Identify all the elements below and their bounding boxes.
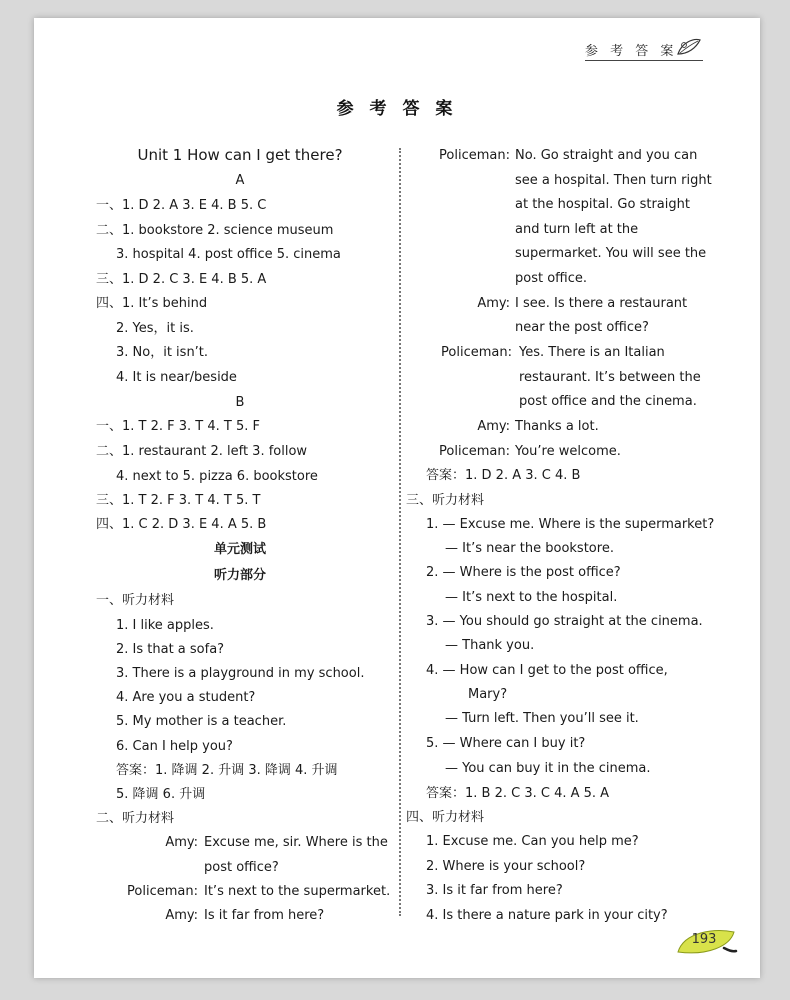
- answer-line: 答案：1. 降调 2. 升调 3. 降调 4. 升调: [116, 763, 338, 778]
- listening-line: 1. I like apples.: [116, 618, 214, 633]
- listening-section-heading: 三、听力材料: [406, 493, 485, 508]
- listening-line: 4. — How can I get to the post office,: [426, 663, 668, 678]
- dialogue-line: Yes. There is an Italian: [519, 345, 665, 360]
- listening-section-heading: 一、听力材料: [96, 593, 175, 608]
- listening-line: 5. — Where can I buy it?: [426, 736, 586, 751]
- dialogue-line: No. Go straight and you can: [515, 148, 698, 163]
- listening-part-heading: 听力部分: [213, 568, 266, 583]
- dialogue-line: see a hospital. Then turn right: [515, 173, 712, 188]
- listening-section-heading: 四、听力材料: [406, 810, 485, 825]
- dialogue-line: post office.: [515, 271, 588, 286]
- answer-line: 答案：1. D 2. A 3. C 4. B: [426, 468, 581, 483]
- listening-line: — You can buy it in the cinema.: [445, 761, 651, 776]
- column-divider: [399, 148, 401, 916]
- speaker-label: Policeman:: [441, 345, 512, 360]
- page-title: 参 考 答 案: [336, 99, 458, 119]
- section-heading-a: A: [235, 173, 245, 188]
- listening-line: 2. — Where is the post office?: [426, 565, 621, 580]
- book-page: [34, 18, 760, 978]
- dialogue-line: post office and the cinema.: [519, 394, 697, 409]
- listening-line: — It’s near the bookstore.: [445, 541, 614, 556]
- listening-line: Mary?: [468, 687, 508, 702]
- answer-line: 3. No，it isn’t.: [116, 345, 209, 360]
- dialogue-line: You’re welcome.: [515, 444, 621, 459]
- listening-line: 2. Where is your school?: [426, 859, 586, 874]
- dialogue-line: at the hospital. Go straight: [515, 197, 690, 212]
- answer-line: 4. next to 5. pizza 6. bookstore: [116, 469, 318, 484]
- listening-line: 6. Can I help you?: [116, 739, 233, 754]
- speaker-label: Amy:: [165, 908, 198, 923]
- speaker-label: Policeman:: [127, 884, 198, 899]
- answer-line: 2. Yes，it is.: [116, 321, 194, 336]
- listening-line: 3. — You should go straight at the cinema.: [426, 614, 703, 629]
- listening-line: 5. My mother is a teacher.: [116, 714, 287, 729]
- speaker-label: Amy:: [477, 296, 510, 311]
- dialogue-line: It’s next to the supermarket.: [204, 884, 391, 899]
- speaker-label: Policeman:: [439, 148, 510, 163]
- answer-line: 四、1. It’s behind: [96, 296, 208, 311]
- listening-line: — It’s next to the hospital.: [445, 590, 618, 605]
- listening-line: 2. Is that a sofa?: [116, 642, 225, 657]
- listening-line: 4. Is there a nature park in your city?: [426, 908, 668, 923]
- answer-line: 4. It is near/beside: [116, 370, 237, 385]
- listening-line: 3. There is a playground in my school.: [116, 666, 365, 681]
- speaker-label: Amy:: [477, 419, 510, 434]
- listening-line: 3. Is it far from here?: [426, 883, 563, 898]
- dialogue-line: Is it far from here?: [204, 908, 325, 923]
- listening-line: 4. Are you a student?: [116, 690, 256, 705]
- speaker-label: Policeman:: [439, 444, 510, 459]
- listening-line: — Thank you.: [445, 638, 535, 653]
- listening-line: 1. — Excuse me. Where is the supermarket?: [426, 517, 715, 532]
- answer-line: 二、1. restaurant 2. left 3. follow: [96, 444, 308, 459]
- header-underline: [585, 60, 703, 61]
- dialogue-line: Excuse me, sir. Where is the: [204, 835, 388, 850]
- answer-line: 三、1. T 2. F 3. T 4. T 5. T: [96, 493, 261, 508]
- dialogue-line: and turn left at the: [515, 222, 639, 237]
- section-heading-b: B: [235, 395, 245, 410]
- answer-line: 5. 降调 6. 升调: [116, 787, 206, 802]
- leaf-ornament-icon: [676, 36, 702, 58]
- listening-line: — Turn left. Then you’ll see it.: [445, 711, 639, 726]
- answer-line: 一、1. T 2. F 3. T 4. T 5. F: [96, 419, 260, 434]
- dialogue-line: near the post office?: [515, 320, 649, 335]
- dialogue-line: restaurant. It’s between the: [519, 370, 701, 385]
- dialogue-line: I see. Is there a restaurant: [515, 296, 688, 311]
- listening-section-heading: 二、听力材料: [96, 811, 175, 826]
- listening-line: 1. Excuse me. Can you help me?: [426, 834, 639, 849]
- answer-line: 3. hospital 4. post office 5. cinema: [116, 247, 341, 262]
- unit-title: Unit 1 How can I get there?: [137, 146, 343, 164]
- answer-line: 二、1. bookstore 2. science museum: [96, 223, 334, 238]
- dialogue-line: Thanks a lot.: [515, 419, 599, 434]
- header-tag: 参 考 答 案: [585, 44, 678, 59]
- answer-line: 四、1. C 2. D 3. E 4. A 5. B: [96, 517, 267, 532]
- dialogue-line: supermarket. You will see the: [515, 246, 707, 261]
- speaker-label: Amy:: [165, 835, 198, 850]
- answer-line: 三、1. D 2. C 3. E 4. B 5. A: [96, 272, 267, 287]
- page-number: 193: [691, 932, 717, 947]
- answer-line: 一、1. D 2. A 3. E 4. B 5. C: [96, 198, 267, 213]
- dialogue-line: post office?: [204, 860, 279, 875]
- unit-test-heading: 单元测试: [213, 542, 266, 557]
- answer-line: 答案：1. B 2. C 3. C 4. A 5. A: [426, 786, 610, 801]
